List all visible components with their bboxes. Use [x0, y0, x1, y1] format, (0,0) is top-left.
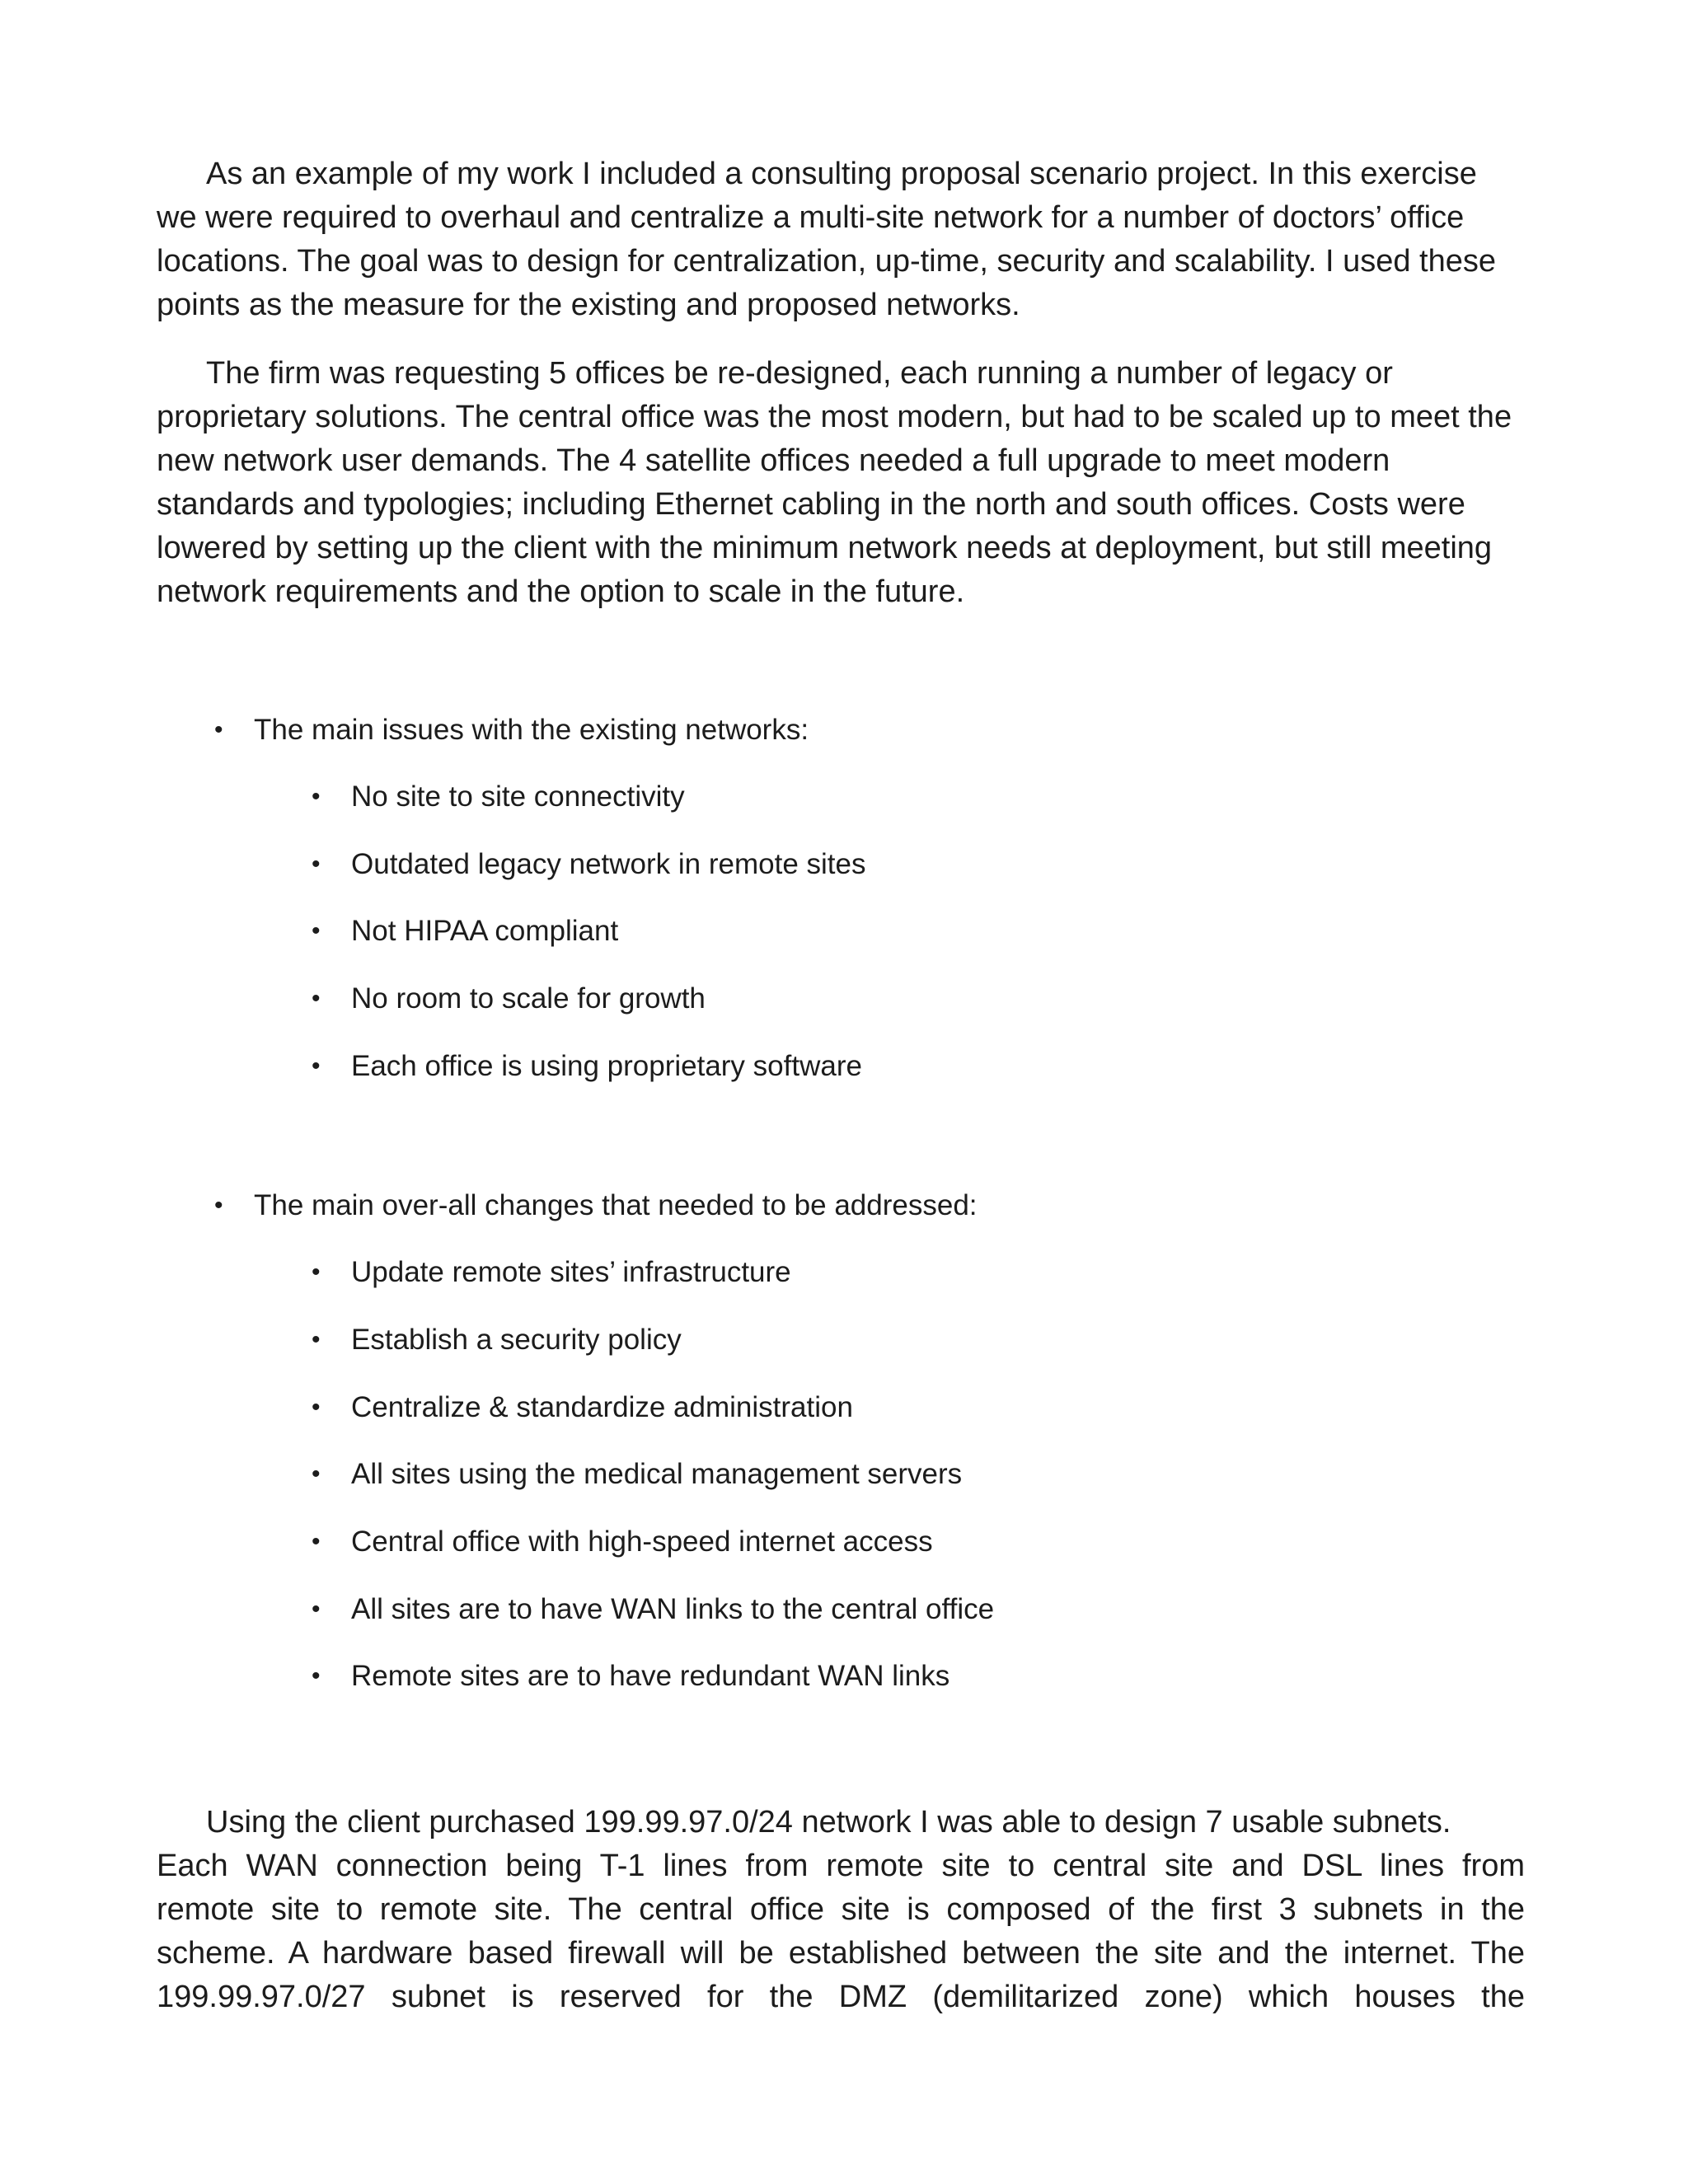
list-item: • Outdated legacy network in remote sites	[312, 848, 866, 880]
issues-heading: • The main issues with the existing networks:	[214, 714, 809, 746]
subnet-line: remote site to remote site. The central office site is composed of the first 3 subnets in the	[157, 1892, 1525, 1927]
changes-heading: • The main over-all changes that needed to be addressed:	[214, 1189, 978, 1221]
list-item: • Update remote sites’ infrastructure	[312, 1256, 791, 1288]
list-item: • All sites are to have WAN links to the central office	[312, 1593, 995, 1625]
list-item: • Central office with high-speed internet access	[312, 1526, 933, 1558]
list-item: • Centralize & standardize administration	[312, 1391, 853, 1423]
list-item: • Remote sites are to have redundant WAN links	[312, 1660, 950, 1692]
list-item: • No site to site connectivity	[312, 780, 685, 813]
subnet-line: Each WAN connection being T-1 lines from remote site to central site and DSL lines from	[157, 1849, 1525, 1883]
list-item: • Each office is using proprietary software	[312, 1050, 862, 1082]
subnet-line: 199.99.97.0/27 subnet is reserved for the DMZ (demilitarized zone) which houses the	[157, 1980, 1525, 2014]
firm-paragraph: The firm was requesting 5 offices be re-designed, each running a number of legacy or proprietary solutions. The central office was the most modern, but had to be scaled up to meet the new network user demands. The 4 satellite offices needed a full upgrade to meet modern standards and typologies; including Ethernet cabling in the north and south offices. Costs were lowered by setting up the client with the minimum network needs at deployment, but still meeting network requirements and the option to scale in the future.	[157, 356, 1512, 609]
subnet-line: Using the client purchased 199.99.97.0/24 network I was able to design 7 usable subnets.	[206, 1805, 1451, 1840]
subnet-line: scheme. A hardware based firewall will be established between the site and the internet. The	[157, 1936, 1525, 1971]
list-item: • All sites using the medical management servers	[312, 1458, 963, 1490]
list-item: • No room to scale for growth	[312, 982, 706, 1015]
list-item: • Establish a security policy	[312, 1324, 682, 1356]
intro-paragraph: As an example of my work I included a consulting proposal scenario project. In this exercise we were required to overhaul and centralize a multi-site network for a number of doctors’ office locations. The goal was to design for centralization, up-time, security and scalability. I used these points as the measure for the existing and proposed networks.	[157, 157, 1497, 322]
list-item: • Not HIPAA compliant	[312, 915, 619, 947]
